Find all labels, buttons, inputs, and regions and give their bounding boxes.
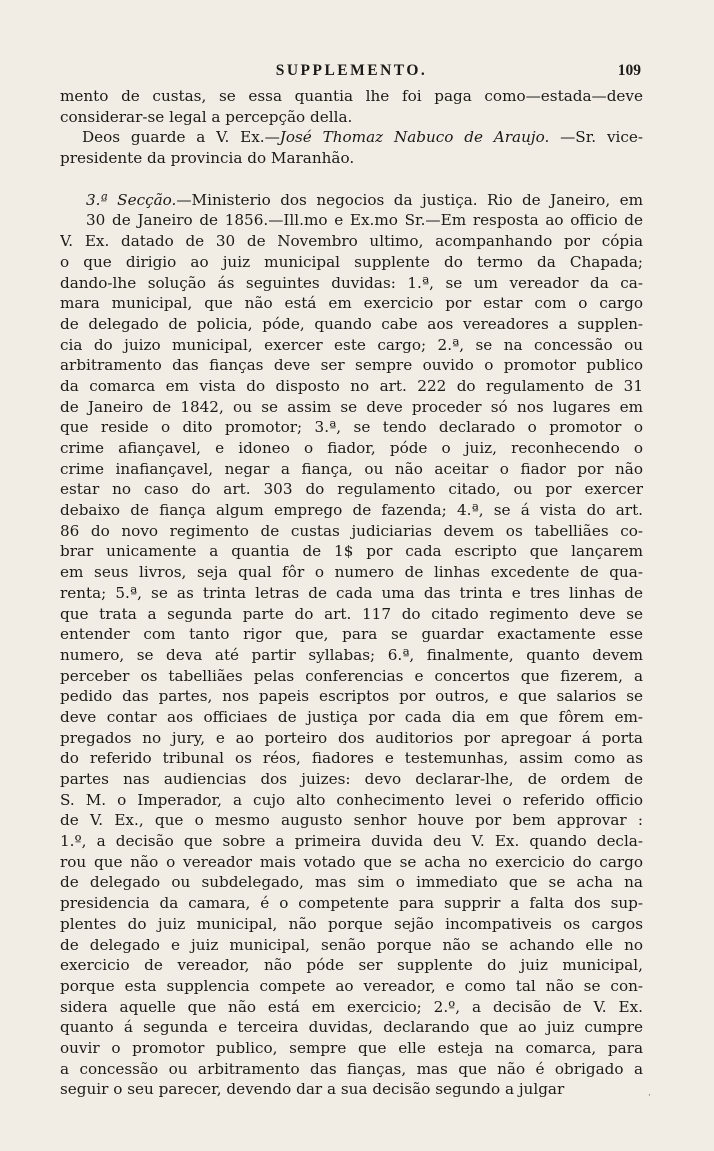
text-line: partes nas audiencias dos juizes: devo declarar-lhe, de ordem de bbox=[60, 770, 643, 788]
signoff-line bbox=[60, 127, 643, 148]
text-line: que trata a segunda parte do art. 117 do citado regimento deve se bbox=[60, 604, 643, 623]
paragraph-gap bbox=[60, 169, 643, 190]
text-line: o que dirigio ao juiz municipal supplente do termo da Chapada; bbox=[60, 252, 643, 271]
text-line: 86 do novo regimento de custas judiciarias devem os tabelliães co- bbox=[60, 521, 643, 540]
text-line: dando-lhe solução ás seguintes duvidas: 1.ª, se um vereador da ca- bbox=[60, 273, 643, 292]
signer-name: José Thomaz Nabuco de Araujo. bbox=[279, 128, 550, 147]
text-line: exercicio de vereador, não póde ser supplente do juiz municipal, bbox=[60, 956, 643, 975]
text-line: de V. Ex., que o mesmo augusto senhor houve por bem approvar : bbox=[60, 811, 643, 830]
text-line: crime inafiançavel, negar a fiança, ou não aceitar o fiador por não bbox=[60, 459, 643, 478]
section-text: —Ministerio dos negocios da justiça. Rio de Janeiro, em bbox=[176, 190, 643, 209]
text-line: mara municipal, que não está em exercicio por estar com o cargo bbox=[60, 294, 643, 313]
text-line: em seus livros, seja qual fôr o numero de linhas excedente de qua- bbox=[60, 563, 643, 582]
text-line: de delegado e juiz municipal, senão porque não se achando elle no bbox=[60, 935, 643, 954]
signoff-tail: —Sr. vice- bbox=[560, 128, 643, 147]
text-line: brar unicamente a quantia de 1$ por cada escripto que lançarem bbox=[60, 542, 643, 561]
text-line: V. Ex. datado de 30 de Novembro ultimo, acompanhando por cópia bbox=[60, 232, 643, 251]
text-line: 1.º, a decisão que sobre a primeira duvida deu V. Ex. quando decla- bbox=[60, 832, 643, 851]
text-line: 30 de Janeiro de 1856.—Ill.mo e Ex.mo Sr.—Em resposta ao officio de bbox=[86, 211, 643, 230]
signoff-lead: Deos guarde a V. Ex.— bbox=[82, 128, 280, 147]
text-line: estar no caso do art. 303 do regulamento citado, ou por exercer bbox=[60, 480, 643, 499]
book-page bbox=[60, 58, 643, 1100]
page-number: 109 bbox=[617, 62, 641, 79]
paragraph-continuation bbox=[60, 86, 643, 127]
text-line: renta; 5.ª, se as trinta letras de cada uma das trinta e tres linhas de bbox=[60, 583, 643, 602]
running-head: SUPPLEMENTO. bbox=[275, 62, 428, 79]
text-line: presidencia da camara, é o competente para supprir a falta dos sup- bbox=[60, 894, 643, 913]
text-line: numero, se deva até partir syllabas; 6.ª, finalmente, quanto devem bbox=[60, 645, 643, 664]
text-line: que reside o dito promotor; 3.ª, se tendo declarado o promotor o bbox=[60, 418, 643, 437]
print-speck: · bbox=[648, 1091, 651, 1101]
text-line: mento de custas, se essa quantia lhe foi paga como—estada—deve bbox=[60, 87, 643, 105]
text-line: cia do juizo municipal, exercer este cargo; 2.ª, se na concessão ou bbox=[60, 335, 643, 354]
text-line: arbitramento das fianças deve ser sempre ouvido o promotor publico bbox=[60, 356, 643, 375]
signoff-line: presidente da provincia do Maranhão. bbox=[60, 149, 355, 168]
text-line: rou que não o vereador mais votado que se acha no exercicio do cargo bbox=[60, 852, 643, 871]
text-line: seguir o seu parecer, devendo dar a sua decisão segundo a julgar bbox=[60, 1080, 565, 1099]
text-line: de delegado de policia, póde, quando cabe aos vereadores a supplen- bbox=[60, 314, 643, 333]
text-line: S. M. o Imperador, a cujo alto conhecimento levei o referido officio bbox=[60, 790, 643, 809]
text-line: pedido das partes, nos papeis escriptos por outros, e que salarios se bbox=[60, 687, 643, 706]
section-label: 3.ª Secção. bbox=[86, 190, 177, 209]
text-line: do referido tribunal os réos, fiadores e testemunhas, assim como as bbox=[60, 749, 643, 768]
text-line: pregados no jury, e ao porteiro dos auditorios por apregoar á porta bbox=[60, 728, 643, 747]
text-line: perceber os tabelliães pelas conferencias e concertos que fizerem, a bbox=[60, 666, 643, 685]
text-line: de Janeiro de 1842, ou se assim se deve proceder só nos lugares em bbox=[60, 397, 643, 416]
text-line: porque esta supplencia compete ao vereador, e como tal não se con- bbox=[60, 976, 643, 995]
text-line: debaixo de fiança algum emprego de fazenda; 4.ª, se á vista do art. bbox=[60, 501, 643, 520]
text-line: considerar-se legal a percepção della. bbox=[60, 107, 353, 126]
text-line: de delegado ou subdelegado, mas sim o immediato que se acha na bbox=[60, 873, 643, 892]
text-line: da comarca em vista do disposto no art. 222 do regulamento de 31 bbox=[60, 376, 643, 395]
text-line: a concessão ou arbitramento das fianças, mas que não é obrigado a bbox=[60, 1059, 643, 1078]
text-line: entender com tanto rigor que, para se guardar exactamente esse bbox=[60, 625, 643, 644]
signoff bbox=[60, 127, 643, 168]
text-line: quanto á segunda e terceira duvidas, declarando que ao juiz cumpre bbox=[60, 1018, 643, 1037]
decision-paragraph bbox=[60, 190, 643, 1100]
text-line bbox=[60, 190, 643, 211]
text-line: plentes do juiz municipal, não porque sejão incompativeis os cargos bbox=[60, 914, 643, 933]
text-line: crime afiançavel, e idoneo o fiador, póde o juiz, reconhecendo o bbox=[60, 439, 643, 457]
page-header bbox=[60, 58, 643, 84]
text-line: ouvir o promotor publico, sempre que elle esteja na comarca, para bbox=[60, 1038, 643, 1057]
paragraph-lines bbox=[60, 210, 643, 1100]
text-line: deve contar aos officiaes de justiça por cada dia em que fôrem em- bbox=[60, 707, 643, 726]
text-line: sidera aquelle que não está em exercicio; 2.º, a decisão de V. Ex. bbox=[60, 997, 643, 1016]
